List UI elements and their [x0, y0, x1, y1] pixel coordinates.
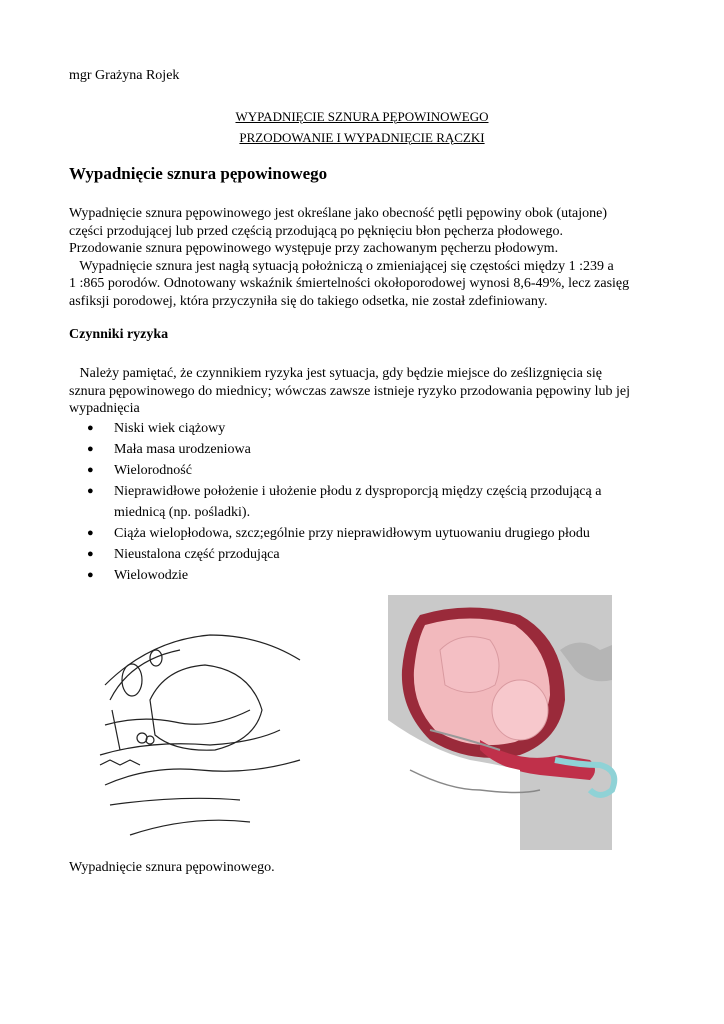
- paragraph-line: Należy pamiętać, że czynnikiem ryzyka jest sytuacja, gdy będzie miejsce do ześlizgnięcia się: [69, 366, 602, 381]
- paragraph-line: 1 :865 porodów. Odnotowany wskaźnik śmiertelności okołoporodowej wynosi 8,6-49%, lecz zasięg: [69, 276, 630, 291]
- risk-factor-list: [69, 418, 659, 586]
- list-item: ● Nieustalona część przodująca: [69, 544, 659, 565]
- paragraph-line: wypadnięcia: [69, 401, 140, 416]
- bullet-icon: ●: [87, 422, 94, 434]
- list-item: ● Ciąża wielopłodowa, szcz;ególnie przy nieprawidłowym uytuowaniu drugiego płodu: [69, 523, 659, 544]
- bullet-icon: ●: [87, 485, 94, 497]
- paragraph-line: Wypadnięcie sznura jest nagłą sytuacją położniczą o zmieniającej się częstości między 1 :239 a: [69, 258, 614, 274]
- list-item-continuation: miednicą (np. pośladki).: [114, 505, 251, 520]
- bullet-icon: ●: [87, 527, 94, 539]
- document-title-line1: WYPADNIĘCIE SZNURA PĘPOWINOWEGO: [235, 109, 489, 124]
- author-name: mgr Grażyna Rojek: [69, 68, 180, 83]
- intro-paragraph: [69, 205, 659, 310]
- line-drawing-illustration: [100, 635, 300, 835]
- document-title-line2: PRZODOWANIE I WYPADNIĘCIE RĄCZKI: [239, 130, 485, 145]
- bullet-icon: ●: [87, 443, 94, 455]
- paragraph-line: Wypadnięcie sznura pępowinowego jest określane jako obecność pętli pępowiny obok (utajone): [69, 206, 607, 221]
- risk-paragraph: [69, 365, 659, 418]
- section-heading: Wypadnięcie sznura pępowinowego: [69, 164, 328, 183]
- list-item: ● Wielowodzie: [69, 565, 659, 586]
- list-item: ● Wielorodność: [69, 460, 659, 481]
- paragraph-line: sznura pępowinowego do miednicy; wówczas zawsze istnieje ryzyko przodowania pępowiny lub jej: [69, 383, 630, 399]
- paragraph-line: części przodującej lub przed częścią przodującą po pęknięciu błon pęcherza płodowego.: [69, 223, 564, 239]
- figure-caption: Wypadnięcie sznura pępowinowego.: [69, 860, 275, 875]
- list-item: ● Nieprawidłowe położenie i ułożenie płodu z dysproporcją między częścią przodującą a: [69, 481, 659, 502]
- paragraph-line: Przodowanie sznura pępowinowego występuje przy zachowanym pęcherzu płodowym.: [69, 241, 559, 256]
- list-item: ● Mała masa urodzeniowa: [69, 439, 659, 460]
- list-item: ● Niski wiek ciążowy: [69, 418, 659, 439]
- figures: [0, 590, 724, 855]
- color-illustration: [388, 595, 614, 850]
- bullet-icon: ●: [87, 548, 94, 560]
- bullet-icon: ●: [87, 569, 94, 581]
- bullet-icon: ●: [87, 464, 94, 476]
- risk-factors-heading: Czynniki ryzyka: [69, 327, 169, 342]
- paragraph-line: asfiksji porodowej, która przyczyniła się do takiego odsetka, nie został zdefiniowany.: [69, 293, 548, 309]
